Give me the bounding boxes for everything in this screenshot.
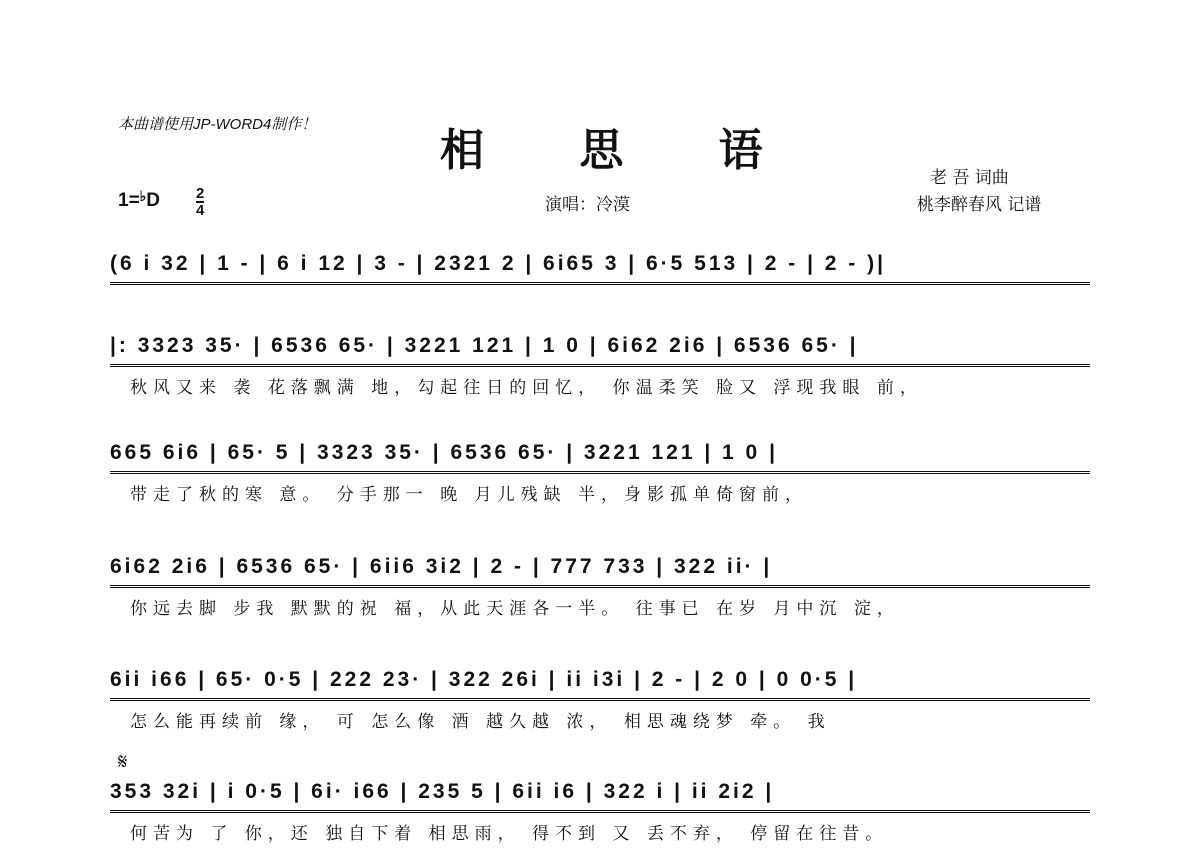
time-numerator: 2 bbox=[196, 185, 205, 202]
score-system bbox=[110, 248, 1090, 317]
lyricist-credit: 老 吾 词曲 bbox=[930, 168, 1009, 188]
segno-icon: 𝄋 bbox=[118, 750, 128, 775]
score-system bbox=[110, 776, 1090, 845]
score-system bbox=[110, 551, 1090, 620]
lyrics-line: 带走了秋的寒 意。 分手那一 晚 月儿残缺 半，身影孤单倚窗前， bbox=[130, 485, 809, 505]
score-system bbox=[110, 437, 1090, 506]
notes-line: 353 32i | i 0·5 | 6i· i66 | 235 5 | 6ii i6 | 322 i | ii 2i2 | bbox=[110, 776, 1090, 813]
notation-credit: 桃李醉春风 记谱 bbox=[917, 195, 1042, 215]
notes-line: 6ii i66 | 65· 0·5 | 222 23· | 322 26i | ii i3i | 2 - | 2 0 | 0 0·5 | bbox=[110, 664, 1090, 701]
notes-line: |: 3323 35· | 6536 65· | 3221 121 | 1 0 | 6i62 2i6 | 6536 65· | bbox=[110, 330, 1090, 367]
score-system bbox=[110, 330, 1090, 399]
time-signature bbox=[196, 186, 204, 218]
notes-line: (6 i 32 | 1 - | 6 i 12 | 3 - | 2321 2 | 6i65 3 | 6·5 513 | 2 - | 2 - )| bbox=[110, 248, 1090, 285]
key-prefix: 1= bbox=[118, 190, 140, 211]
notes-line: 665 6i6 | 65· 5 | 3323 35· | 6536 65· | 3221 121 | 1 0 | bbox=[110, 437, 1090, 474]
page-title: 相 思 语 bbox=[440, 125, 803, 176]
lyrics-line bbox=[110, 295, 1090, 317]
lyrics-line: 怎么能再续前 缘， 可 怎么像 酒 越久越 浓， 相思魂绕梦 牵。 我 bbox=[130, 712, 831, 732]
key-signature bbox=[118, 190, 160, 212]
lyrics-line: 秋风又来 袭 花落飘满 地，勾起往日的回忆， 你温柔笑 脸又 浮现我眼 前， bbox=[130, 378, 923, 398]
flat-icon: ♭ bbox=[139, 188, 147, 204]
singer-credit: 演唱：冷漠 bbox=[545, 195, 630, 215]
time-denominator: 4 bbox=[196, 202, 205, 219]
lyrics-line: 何苦为 了 你，还 独自下着 相思雨， 得不到 又 丢不弃， 停留在往昔。 bbox=[130, 824, 889, 844]
key-note: D bbox=[146, 190, 161, 211]
score-system bbox=[110, 664, 1090, 733]
lyrics-line: 你远去脚 步我 默默的祝 福，从此天涯各一半。 往事已 在岁 月中沉 淀， bbox=[130, 599, 900, 619]
software-credit: 本曲谱使用JP-WORD4制作！ bbox=[118, 116, 317, 133]
notes-line: 6i62 2i6 | 6536 65· | 6ii6 3i2 | 2 - | 777 733 | 322 ii· | bbox=[110, 551, 1090, 588]
